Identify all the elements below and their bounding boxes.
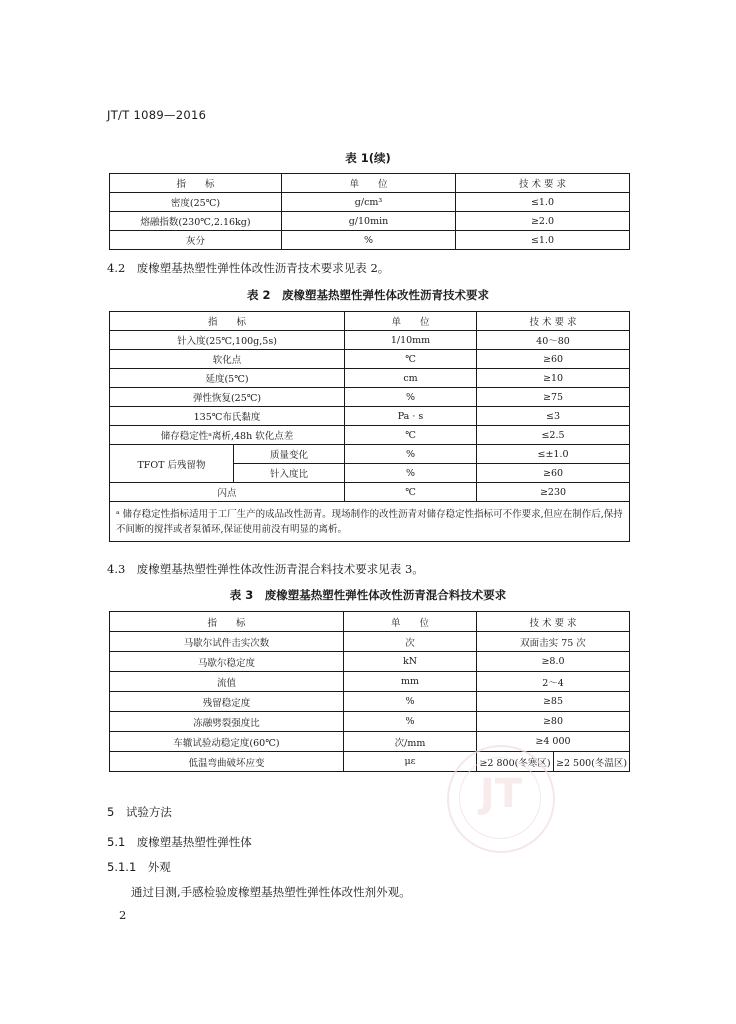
table1-header-row — [110, 174, 630, 193]
table-cell: ≤3 — [477, 407, 630, 426]
table-cell: 马歇尔试件击实次数 — [110, 632, 344, 652]
table-cell: 1/10mm — [345, 331, 477, 350]
table3-header-cell: 技 术 要 求 — [477, 612, 630, 632]
table-cell: Pa · s — [345, 407, 477, 426]
table1-header-cell: 单 位 — [282, 174, 456, 193]
table2-header-cell: 单 位 — [345, 312, 477, 331]
table-cell: kN — [344, 652, 477, 672]
table-cell: 针入度(25℃,100g,5s) — [110, 331, 345, 350]
table-row — [110, 193, 630, 212]
table-cell: 弹性恢复(25℃) — [110, 388, 345, 407]
table2-header-row — [110, 312, 630, 331]
table-row — [110, 331, 630, 350]
table-cell: 闪点 — [110, 483, 345, 502]
section-5-1-1-heading: 5.1.1 外观 — [107, 860, 171, 874]
table-row — [110, 350, 630, 369]
table-cell: 密度(25℃) — [110, 193, 282, 212]
table-row — [110, 632, 630, 652]
table-cell: 流值 — [110, 672, 344, 692]
table-cell: 残留稳定度 — [110, 692, 344, 712]
table1 — [109, 173, 630, 250]
table-cell: 双面击实 75 次 — [477, 632, 630, 652]
table-row — [110, 752, 630, 772]
table-cell: ≥75 — [477, 388, 630, 407]
table-cell: ≥85 — [477, 692, 630, 712]
table-cell: ≥8.0 — [477, 652, 630, 672]
table-cell: % — [282, 231, 456, 250]
table-row — [110, 369, 630, 388]
table-cell: % — [345, 388, 477, 407]
table-cell: g/10min — [282, 212, 456, 231]
paragraph-4-3: 4.3 废橡塑基热塑性弹性体改性沥青混合料技术要求见表 3。 — [107, 562, 424, 576]
table-cell: ≥60 — [477, 464, 630, 483]
table-cell: 低温弯曲破坏应变 — [110, 752, 344, 772]
table2-header-cell: 技 术 要 求 — [477, 312, 630, 331]
table-cell: 次/mm — [344, 732, 477, 752]
table-row — [110, 388, 630, 407]
table-cell: ≤±1.0 — [477, 445, 630, 464]
table2-note-row — [110, 502, 630, 542]
table-cell: 质量变化 — [234, 445, 345, 464]
table-cell: 135℃布氏黏度 — [110, 407, 345, 426]
table-cell: 灰分 — [110, 231, 282, 250]
table-cell: % — [345, 464, 477, 483]
table-row — [110, 483, 630, 502]
section-5-1-heading: 5.1 废橡塑基热塑性弹性体 — [107, 835, 252, 849]
table-cell: 马歇尔稳定度 — [110, 652, 344, 672]
table3-header-row — [110, 612, 630, 632]
table3 — [109, 611, 630, 772]
table-row — [110, 212, 630, 231]
table1-caption: 表 1(续) — [345, 151, 391, 165]
page-number: 2 — [119, 908, 127, 922]
document-code-header: JT/T 1089—2016 — [107, 108, 207, 122]
table-cell: ℃ — [345, 350, 477, 369]
table-cell: mm — [344, 672, 477, 692]
table-cell: ≥4 000 — [477, 732, 630, 752]
tfot-label-cell: TFOT 后残留物 — [110, 445, 234, 483]
table3-header-cell: 单 位 — [344, 612, 477, 632]
table-cell: 软化点 — [110, 350, 345, 369]
table2 — [109, 311, 630, 542]
table-row — [110, 692, 630, 712]
table-cell: 2～4 — [477, 672, 630, 692]
table-row — [110, 426, 630, 445]
table-cell: g/cm³ — [282, 193, 456, 212]
table-cell: 车辙试验动稳定度(60℃) — [110, 732, 344, 752]
table-cell: ℃ — [345, 426, 477, 445]
table-cell: 40～80 — [477, 331, 630, 350]
table-cell: ≤1.0 — [456, 193, 630, 212]
table1-header-cell: 指 标 — [110, 174, 282, 193]
table3-caption: 表 3 废橡塑基热塑性弹性体改性沥青混合料技术要求 — [229, 588, 507, 602]
table1-header-cell: 技 术 要 求 — [456, 174, 630, 193]
table-cell: ℃ — [345, 483, 477, 502]
table-row — [110, 407, 630, 426]
table-cell: 熔融指数(230℃,2.16kg) — [110, 212, 282, 231]
table-cell: ≥80 — [477, 712, 630, 732]
table-cell: ≤1.0 — [456, 231, 630, 250]
table-cell: ≥2 500(冬温区) — [554, 752, 630, 772]
table2-caption: 表 2 废橡塑基热塑性弹性体改性沥青技术要求 — [246, 288, 489, 302]
table-cell: 冻融劈裂强度比 — [110, 712, 344, 732]
section-5-heading: 5 试验方法 — [107, 805, 172, 819]
table-cell: 次 — [344, 632, 477, 652]
table-row — [110, 445, 630, 464]
paragraph-4-2: 4.2 废橡塑基热塑性弹性体改性沥青技术要求见表 2。 — [107, 261, 390, 275]
table-cell: ≥10 — [477, 369, 630, 388]
table-cell: 针入度比 — [234, 464, 345, 483]
table-cell: ≥230 — [477, 483, 630, 502]
table2-footnote: ᵃ 储存稳定性指标适用于工厂生产的成品改性沥青。现场制作的改性沥青对储存稳定性指标可不作要求,但应在制作后,保持不间断的搅拌或者泵循环,保证使用前没有明显的离析。 — [110, 502, 630, 542]
table-cell: με — [344, 752, 477, 772]
table-cell: % — [345, 445, 477, 464]
table-row — [110, 712, 630, 732]
table-cell: ≥2.0 — [456, 212, 630, 231]
table-row — [110, 732, 630, 752]
table-cell: cm — [345, 369, 477, 388]
table-row — [110, 672, 630, 692]
table3-header-cell: 指 标 — [110, 612, 344, 632]
paragraph-5-1-1: 通过目测,手感检验废橡塑基热塑性弹性体改性剂外观。 — [131, 885, 411, 899]
table-cell: 延度(5℃) — [110, 369, 345, 388]
table-cell: % — [344, 712, 477, 732]
table2-header-cell: 指 标 — [110, 312, 345, 331]
table-row — [110, 231, 630, 250]
table-cell: 储存稳定性ᵃ离析,48h 软化点差 — [110, 426, 345, 445]
watermark-text: JT — [479, 771, 523, 817]
table-cell: ≥2 800(冬寒区) — [477, 752, 554, 772]
watermark-seal — [447, 745, 555, 853]
table-cell: ≤2.5 — [477, 426, 630, 445]
table-cell: % — [344, 692, 477, 712]
table-row — [110, 652, 630, 672]
table-cell: ≥60 — [477, 350, 630, 369]
